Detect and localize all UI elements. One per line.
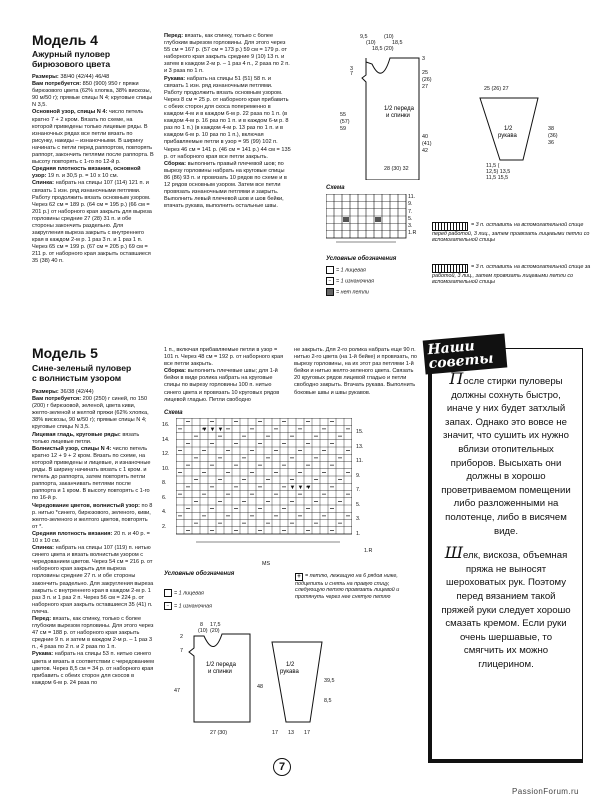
- knit-symbol-icon: [164, 589, 172, 597]
- model4-pattern-label: Схема: [326, 185, 345, 191]
- svg-text:17,5: 17,5: [210, 622, 221, 628]
- arrow-stitch-symbol-icon: +: [295, 573, 303, 581]
- arrow-mark: ▼: [217, 427, 224, 433]
- model5-right-paragraph: не закрыть. Для 2-го ролика набрать еще 90 п. нитью 2-го цвета (на 1-й бейке) и провязать, по вырезу горловины, на их этот раз петлями 1-й бейки и нитью желто-зеленого цвета. Связать 20 круговых рядов лицевой гладью и петли свободно закрыть. Втачать рукава. Выполнить боковые швы и швы рукавов.: [294, 347, 418, 396]
- model4-legend-item-nostitch: = нет петли: [326, 288, 416, 296]
- tips-paragraph-2: Шелк, вискоза, объемная пряжа не выносят шероховатых рук. Поэтому перед вязанием такой пряжей руки следует хорошо смазать кремом. Если руки очень шершавые, то смягчить их можно глицерином.: [441, 543, 571, 670]
- chart-row-label: 14.: [162, 436, 170, 443]
- model5-legend: [164, 589, 284, 610]
- model5-right-column: [294, 347, 420, 409]
- svg-text:36: 36: [548, 140, 554, 146]
- model5-left-paragraph: Размеры: 36/38 (42/44): [32, 389, 94, 395]
- model4-body-measures: [340, 34, 432, 172]
- svg-text:9,5: 9,5: [360, 34, 368, 40]
- svg-text:7: 7: [350, 71, 353, 77]
- model4-subtitle-line2: бирюзового цвета: [32, 59, 111, 69]
- svg-text:11,5 (: 11,5 (: [486, 163, 500, 169]
- chart-row-label: 8.: [162, 480, 167, 486]
- model5-left-paragraph: Рукава: набрать на спицы 53 п. нитью синего цвета и вязать в соответствии с чередованием цветов. Через 8,5 см = 34 р. от наборного края прибавить с обеих сторон для скосов в каждом 6-м р. 24 раза по: [32, 651, 154, 686]
- model4-mid-paragraph: Рукава: набрать на спицы 51 (51) 58 п. и связать 1 изн. ряд изнаночными петлями. Работу продолжить вязать основным узором. Через 8 см = 25 р. от наборного края прибавить с обеих сторон для скоса попеременно в каждом 4-м и в каждом 6-м р. 22 раза по 1 п. (в каждом 4-м р. 16 раз по 1 п. и в каждом 6-м р. 8 раз по 1 п.) (в каждом 4-м р. 13 раз по 1 п. и в каждом 6-м р. 10 раз по 1 п.), включая прибавляемые петли в узор = 95 (99) 102 п. Через 46 см = 141 р. (46 см = 141 р.) 44 см = 135 р. от наборного края все петли закрыть.: [164, 75, 291, 160]
- svg-text:47: 47: [174, 688, 180, 694]
- svg-text:(10): (10): [366, 40, 376, 46]
- chart-row-label: 1.: [356, 530, 361, 537]
- svg-text:28 (30) 32: 28 (30) 32: [384, 166, 409, 172]
- model4-legend-cable-back: = 3 п. оставить на вспомогательной спице за работой, 3 лиц., затем провязать лицевыми петли со вспомогательной спицы: [432, 264, 591, 286]
- chart-row-label: 2.: [162, 523, 167, 530]
- model5-left-paragraph: Вам потребуется: 200 (250) г синей, по 150 (200) г бирюзовой, зеленой, цвета киви, желто-зеленой и желтой пряжи (62% хлопка, 38% вискозы, 90 м/50 г); прямые спицы N 4; круговые спицы N 3,5.: [32, 396, 149, 431]
- svg-text:18,5 (20): 18,5 (20): [372, 46, 394, 52]
- model4-mid-paragraph: Перед: вязать, как спинку, только с более глубоким вырезом горловины. Для этого через 55 см = 167 р. (57 см = 173 р.) 59 см = 179 р. от наборного края закрыть средние 9 (10) 13 п. и затем в каждом 2-м р. – 1 раз 4 п., 2 раза по 2 п. и 3 раза по 1 п.: [164, 33, 290, 75]
- arrow-mark: ▼: [201, 427, 208, 433]
- tips-drop-cap-2: Ш: [444, 543, 463, 563]
- model4-legend: [326, 266, 416, 296]
- chart-row-label: 11.: [408, 194, 416, 200]
- chart-row-label: 15.: [356, 429, 364, 435]
- model5-title: Модель 5: [32, 345, 98, 361]
- tips-drop-cap-1: П: [449, 369, 464, 388]
- watermark: PassionForum.ru: [512, 787, 579, 796]
- model5-middle-column: [164, 347, 286, 409]
- svg-text:13: 13: [288, 730, 294, 736]
- model5-left-paragraph: Чередование цветов, волнистый узор: по 8 р. нитью *синего, бирюзового, зеленого, киви, желто-зеленого и желтого цветов, повторять от *.: [32, 502, 153, 530]
- svg-text:(36): (36): [548, 133, 558, 139]
- model5-sleeve-measures: [272, 678, 335, 736]
- chart-row-label: 5.: [356, 501, 361, 508]
- model5-pattern-chart: [176, 418, 352, 548]
- svg-text:27: 27: [422, 84, 428, 90]
- svg-text:27 (30): 27 (30): [210, 730, 228, 736]
- model5-ms-label: MS: [262, 561, 271, 567]
- chart-row-label: 13.: [356, 443, 364, 450]
- model4-sleeve-label-2: рукава: [498, 133, 517, 139]
- chart-row-label: 12.: [162, 451, 170, 457]
- arrow-mark: ▼: [209, 427, 216, 433]
- model5-chart-left-labels: [162, 418, 176, 534]
- svg-text:(20): (20): [210, 628, 220, 634]
- model4-left-paragraph: Размеры: 38/40 (42/44) 46/48: [32, 74, 110, 80]
- arrow-mark: ▼: [297, 485, 304, 491]
- model4-body-label-1: 1/2 переда: [384, 106, 414, 112]
- model5-chart-bottom-row: 1.R: [364, 548, 373, 554]
- svg-text:8,5: 8,5: [324, 698, 332, 704]
- tips-text: [440, 369, 572, 671]
- model5-legend-title: Условные обозначения: [164, 571, 235, 577]
- svg-text:(10): (10): [384, 34, 394, 40]
- model5-subtitle-line1: Сине-зеленый пуловер: [32, 363, 132, 373]
- model5-sleeve-label-2: рукава: [280, 669, 299, 675]
- purl-symbol-icon: −: [326, 277, 334, 285]
- model4-left-paragraph: Средняя плотность вязания, основной узор: 19 п. и 30,5 р. = 10 х 10 см.: [32, 166, 141, 180]
- chart-row-label: 1.R: [408, 230, 417, 237]
- model4-legend-item-knit: = 1 лицевая: [326, 266, 416, 274]
- model5-mid-paragraph: 1 п., включая прибавляемые петли в узор = 101 п. Через 48 см = 192 р. от наборного края все петли закрыть.: [164, 347, 284, 368]
- model5-left-paragraph: Спинка: набрать на спицы 107 (119) п. нитью синего цвета и вязать волнистым узором с чередованием цветов. Через 54 см = 216 р. от наборного края закрыть для выреза горловины средние 27 п. и обе стороны закончить раздельно. Для закругления выреза закрыть с внутреннего края в каждом 2-м р. 1 раз 3 п. и 1 раз 2 п. Через 56 см = 224 р. от наборного края закрыть оставшиеся 35 (41) п. плеча.: [32, 545, 154, 615]
- model5-subtitle: [32, 363, 131, 383]
- svg-text:38: 38: [548, 126, 554, 132]
- chart-row-label: 11.: [356, 458, 364, 464]
- model5-left-paragraph: Лицевая гладь, круговые ряды: вязать только лицевые петли.: [32, 431, 140, 445]
- model4-legend-cable-front: = 3 п. оставить на вспомогательной спице перед работой, 3 лиц., затем провязать лицевыми петли со вспомогательной спицы: [432, 222, 590, 244]
- svg-text:18,5: 18,5: [392, 40, 403, 46]
- model4-left-paragraph: Основной узор, спицы N 4: число петель кратно 7 + 2 кром. Вязать по схеме, на которой приведены только лицевые ряды. В изнаночных рядах все петли вязать по рисунку, накиды – изнаночными. В ширину начинать с петли перед раппортом, повторять раппорт, закончить петлями после раппорта. В высоту повторять с 1-го по 12-й р.: [32, 109, 154, 166]
- svg-text:40: 40: [422, 134, 428, 140]
- model5-mid-paragraph: Сборка: выполнить плечевые швы; для 1-й бейки в виде ролика набрать на круговые спицы по вырезу горловины 100 п. нитью синего цвета и провязать 10 круговых рядов лицевой гладью. Петли свободно: [164, 368, 280, 403]
- svg-text:59: 59: [340, 126, 346, 132]
- svg-text:17: 17: [272, 730, 278, 736]
- model4-left-paragraph: Спинка: набрать на спицы 107 (114) 121 п. и связать 1 изн. ряд изнаночными петлями. Работу продолжить вязать основным узором. Через 62 см = 189 р. (64 см = 195 р.) (66 см = 201 р.) от наборного края закрыть для выреза горловины средние 27 (28) 31 п. и обе стороны закончить раздельно. Для закругления выреза закрыть с внутреннего края в каждом 2-м р. 1 раз 3 п. и 1 раз 1 п. Через 65 см = 199 р. (67 см = 205 р.) 69 см = 211 р. от наборного края закрыть оставшиеся 35 (38) 40 п.: [32, 180, 152, 265]
- model5-legend-item-purl: − = 1 изнаночная: [164, 602, 284, 610]
- svg-text:11,5 15,5: 11,5 15,5: [486, 175, 509, 180]
- chart-row-label: 3.: [356, 516, 361, 522]
- svg-text:(26): (26): [422, 77, 432, 83]
- chart-row-label: 7.: [356, 487, 361, 493]
- chart-row-label: 7.: [408, 208, 413, 215]
- model5-chart-right-labels: [356, 425, 372, 541]
- svg-text:(57): (57): [340, 119, 350, 125]
- chart-row-label: 6.: [162, 494, 167, 501]
- tips-heading: Наши советы: [423, 333, 508, 374]
- model5-left-paragraph: Средняя плотность вязания: 20 п. и 40 р. = 10 х 10 см.: [32, 530, 150, 544]
- model4-legend-item-purl: − = 1 изнаночная: [326, 277, 416, 285]
- svg-text:12,5) 13,5: 12,5) 13,5: [486, 169, 511, 175]
- model5-left-paragraph: Перед: вязать, как спинку, только с более глубоким вырезом горловины. Для этого через 47 см = 188 р. от наборного края закрыть средние 9 п. и затем в каждом 2-м р. – 1 раз 3 п., 4 раза по 2 п. и 2 раза по 1 п.: [32, 616, 154, 651]
- model4-schematics: [326, 30, 588, 180]
- svg-text:8: 8: [200, 622, 203, 628]
- model4-title: Модель 4: [32, 32, 98, 48]
- model4-left-column: [32, 74, 154, 336]
- model5-schematics: [164, 622, 374, 738]
- svg-text:2: 2: [180, 634, 183, 640]
- svg-text:39,5: 39,5: [324, 678, 335, 684]
- svg-text:25: 25: [422, 70, 428, 76]
- model4-left-paragraph: Вам потребуется: 850 (900) 950 г пряжи бирюзового цвета (62% хлопка, 38% вискозы, 90 м/50 г); прямые спицы N 4; круговые спицы N 3,5.: [32, 81, 153, 109]
- svg-text:48: 48: [257, 684, 263, 690]
- chart-row-label: 10.: [162, 465, 170, 472]
- svg-text:17: 17: [304, 730, 310, 736]
- model5-subtitle-line2: с волнистым узором: [32, 373, 122, 383]
- svg-text:3: 3: [422, 56, 425, 62]
- model4-subtitle-line1: Ажурный пуловер: [32, 49, 111, 59]
- chart-row-label: 5.: [408, 215, 413, 222]
- model5-legend-item-knit: = 1 лицевая: [164, 589, 284, 597]
- model4-legend-title: Условные обозначения: [326, 256, 397, 262]
- model5-left-column: [32, 389, 154, 747]
- svg-text:(41): (41): [422, 141, 432, 147]
- model4-body-schematic: [362, 58, 419, 180]
- model4-middle-column: [164, 33, 291, 337]
- svg-text:25 (26) 27: 25 (26) 27: [484, 86, 509, 92]
- cable-back-symbol-icon: [432, 264, 468, 273]
- chart-row-label: 4.: [162, 509, 167, 515]
- chart-row-label: 3.: [408, 223, 413, 230]
- svg-text:(10): (10): [198, 628, 208, 634]
- model5-legend-note: + = петлю, лежащую на 6 рядов ниже, подцепить и снять на правую спицу, следующую петлю провязать лицевой и протянуть через нее снятую петлю: [295, 573, 400, 600]
- model5-body-schematic: [189, 634, 250, 722]
- chart-row-label: 9.: [408, 201, 413, 208]
- model4-sleeve-label-1: 1/2: [504, 126, 513, 132]
- svg-text:42: 42: [422, 148, 428, 154]
- tips-paragraph-1: После стирки пуловеры должны сохнуть быстро, иначе у них будет затхлый запах. Однако это вовсе не значит, что сушить их нужно вблизи отопительных приборов. Высыхать они должны в хорошо проветриваемом помещении либо разложенными на полотенце, либо в висячем виде.: [441, 369, 571, 537]
- no-stitch-symbol-icon: [326, 288, 334, 296]
- model5-pattern-label: Схема: [164, 410, 183, 416]
- model4-mid-paragraph: Сборка: выполнить правый плечевой шов; по вырезу горловины набрать на круговые спицы 86 (86) 93 п. и провязать 10 рядов по схеме и в 12 рядов основным узором. Затем все петли провязать изнаночными петлями и закрыть. Выполнить левый плечевой шов и шов бейки, втачать рукава, выполнить остальные швы.: [164, 160, 287, 210]
- model4-sleeve-measures: [484, 86, 558, 180]
- model4-body-label-2: и спинки: [386, 113, 410, 119]
- model4-subtitle: [32, 49, 110, 69]
- chart-row-label: 9.: [356, 472, 361, 479]
- model5-body-label-1: 1/2 переда: [206, 662, 236, 668]
- svg-text:55: 55: [340, 112, 346, 118]
- svg-text:3: 3: [350, 66, 353, 72]
- page-number: 7: [273, 758, 291, 776]
- svg-text:7: 7: [180, 648, 183, 654]
- arrow-mark: ▼: [289, 485, 296, 491]
- knit-symbol-icon: [326, 266, 334, 274]
- model5-body-label-2: и спинки: [208, 669, 232, 675]
- purl-symbol-icon: −: [164, 602, 172, 610]
- cable-front-symbol-icon: [432, 222, 468, 231]
- model5-left-paragraph: Волнистый узор, спицы N 4: число петель кратно 12 + 9 + 2 кром. Вязать по схеме, на которой приведены и лицевые, и изнаночные ряды. В ширину начинать вязать с 1 кром. и петель до раппорта, затем повторять петли раппорта, заканчивать петлями после раппорта и 1 кром. В высоту повторять с 1-го по 16-й р.: [32, 445, 151, 502]
- model5-sleeve-label-1: 1/2: [286, 662, 295, 668]
- arrow-mark: ▼: [305, 485, 312, 491]
- chart-row-label: 16.: [162, 422, 170, 428]
- model4-chart-row-labels: [408, 194, 432, 238]
- model5-sleeve-schematic: [272, 642, 322, 722]
